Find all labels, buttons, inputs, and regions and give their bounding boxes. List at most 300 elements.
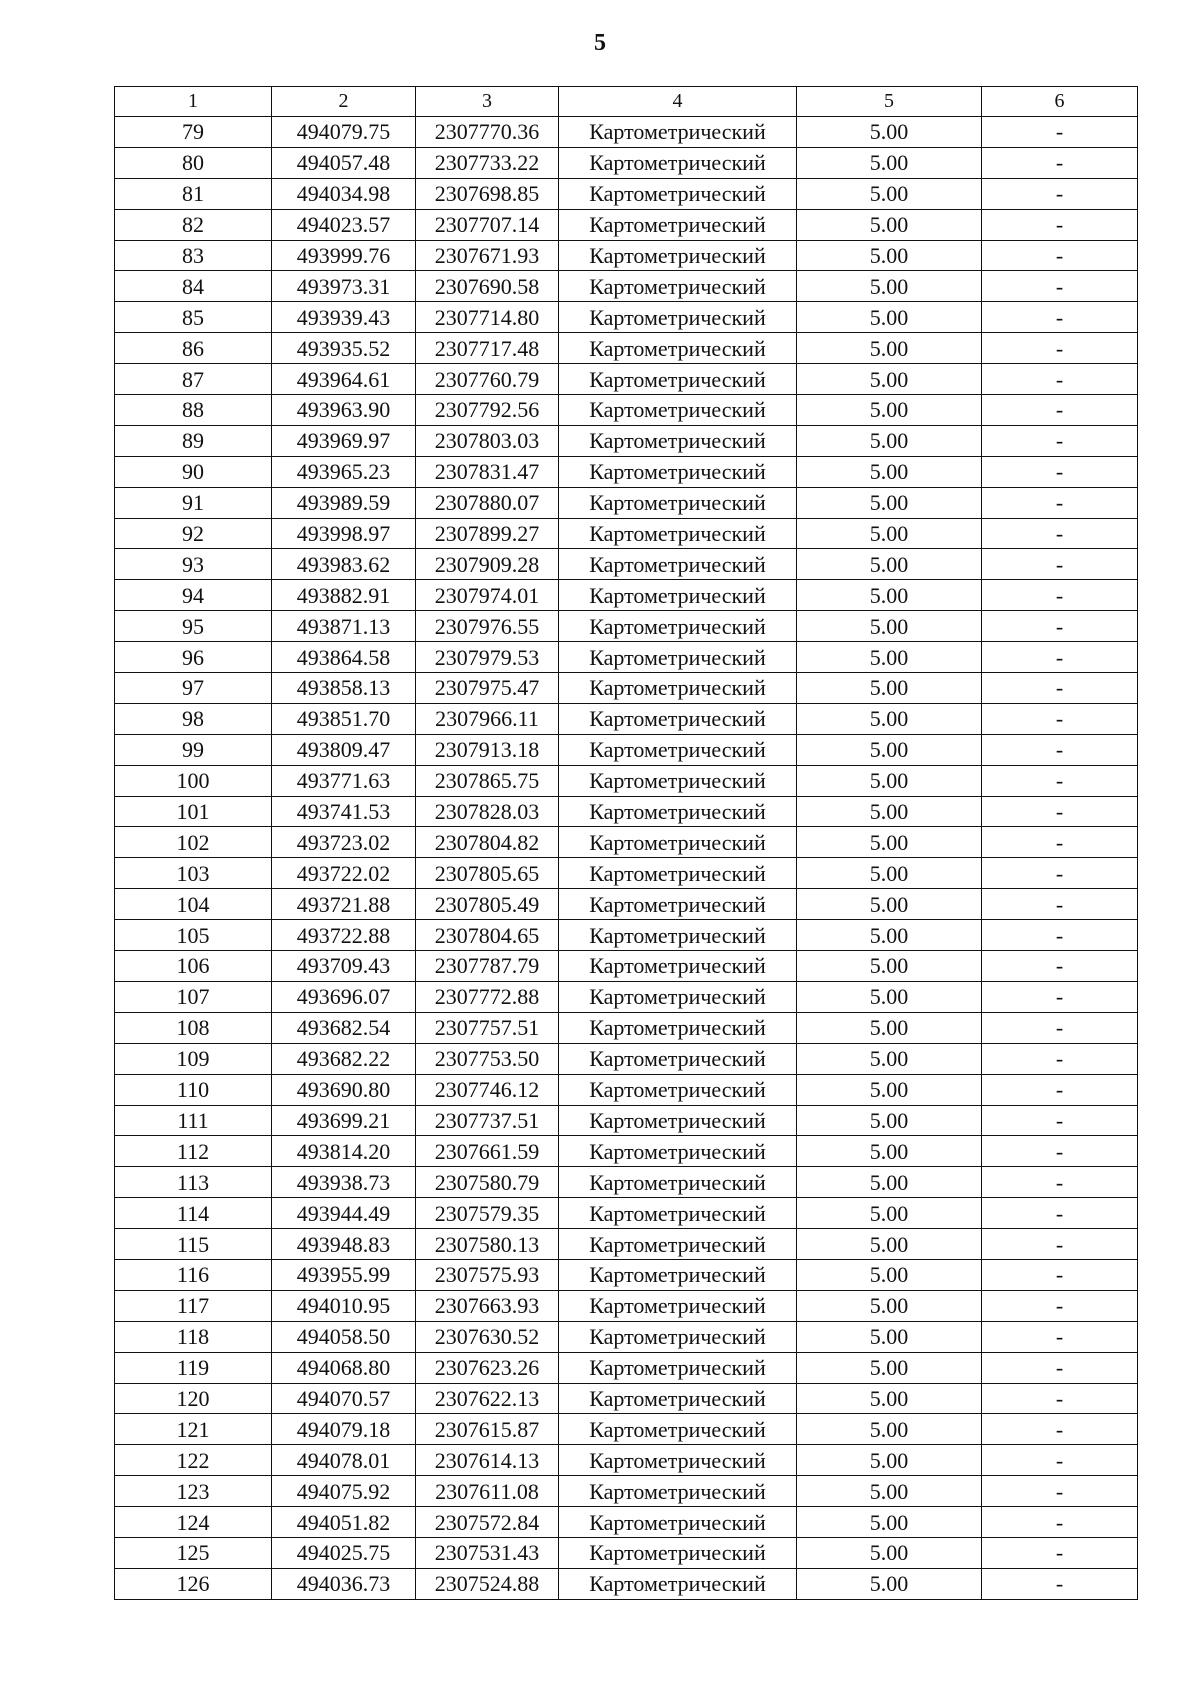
table-row [115,889,1138,920]
table-row [115,611,1138,642]
method-cell: Картометрический [559,1105,797,1136]
y-coordinate-cell: 2307623.26 [416,1352,559,1383]
description-cell: - [982,703,1138,734]
y-coordinate-cell: 2307630.52 [416,1321,559,1352]
point-number-cell: 125 [115,1537,272,1568]
accuracy-cell: 5.00 [797,518,982,549]
method-cell: Картометрический [559,117,797,148]
point-number-cell: 113 [115,1167,272,1198]
y-coordinate-cell: 2307707.14 [416,209,559,240]
x-coordinate-cell: 494057.48 [272,147,416,178]
point-number-cell: 94 [115,580,272,611]
x-coordinate-cell: 493871.13 [272,611,416,642]
x-coordinate-cell: 493699.21 [272,1105,416,1136]
accuracy-cell: 5.00 [797,1568,982,1599]
x-coordinate-cell: 493722.02 [272,858,416,889]
point-number-cell: 89 [115,425,272,456]
point-number-cell: 103 [115,858,272,889]
accuracy-cell: 5.00 [797,240,982,271]
point-number-cell: 90 [115,456,272,487]
method-cell: Картометрический [559,734,797,765]
x-coordinate-cell: 493939.43 [272,302,416,333]
point-number-cell: 80 [115,147,272,178]
table-row [115,1043,1138,1074]
accuracy-cell: 5.00 [797,1198,982,1229]
y-coordinate-cell: 2307663.93 [416,1290,559,1321]
point-number-cell: 96 [115,642,272,673]
y-coordinate-cell: 2307805.49 [416,889,559,920]
x-coordinate-cell: 493983.62 [272,549,416,580]
method-cell: Картометрический [559,1012,797,1043]
table-row [115,549,1138,580]
description-cell: - [982,302,1138,333]
method-cell: Картометрический [559,1198,797,1229]
x-coordinate-cell: 494078.01 [272,1445,416,1476]
description-cell: - [982,889,1138,920]
point-number-cell: 84 [115,271,272,302]
table-row [115,1259,1138,1290]
table-row [115,827,1138,858]
method-cell: Картометрический [559,1507,797,1538]
table-row [115,1476,1138,1507]
method-cell: Картометрический [559,1136,797,1167]
page-number: 5 [594,30,606,56]
x-coordinate-cell: 493809.47 [272,734,416,765]
y-coordinate-cell: 2307622.13 [416,1383,559,1414]
description-cell: - [982,549,1138,580]
method-cell: Картометрический [559,951,797,982]
point-number-cell: 106 [115,951,272,982]
point-number-cell: 102 [115,827,272,858]
x-coordinate-cell: 493723.02 [272,827,416,858]
accuracy-cell: 5.00 [797,271,982,302]
x-coordinate-cell: 494070.57 [272,1383,416,1414]
table-row [115,1537,1138,1568]
accuracy-cell: 5.00 [797,981,982,1012]
table-row [115,920,1138,951]
y-coordinate-cell: 2307575.93 [416,1259,559,1290]
table-row [115,642,1138,673]
description-cell: - [982,271,1138,302]
accuracy-cell: 5.00 [797,117,982,148]
y-coordinate-cell: 2307757.51 [416,1012,559,1043]
point-number-cell: 119 [115,1352,272,1383]
x-coordinate-cell: 493741.53 [272,796,416,827]
y-coordinate-cell: 2307831.47 [416,456,559,487]
description-cell: - [982,673,1138,704]
description-cell: - [982,178,1138,209]
y-coordinate-cell: 2307615.87 [416,1414,559,1445]
y-coordinate-cell: 2307770.36 [416,117,559,148]
accuracy-cell: 5.00 [797,1074,982,1105]
method-cell: Картометрический [559,827,797,858]
x-coordinate-cell: 493938.73 [272,1167,416,1198]
accuracy-cell: 5.00 [797,611,982,642]
point-number-cell: 126 [115,1568,272,1599]
accuracy-cell: 5.00 [797,364,982,395]
x-coordinate-cell: 494025.75 [272,1537,416,1568]
description-cell: - [982,1568,1138,1599]
point-number-cell: 100 [115,765,272,796]
y-coordinate-cell: 2307913.18 [416,734,559,765]
table-row [115,673,1138,704]
point-number-cell: 86 [115,333,272,364]
table-header-row [115,87,1138,117]
table-row [115,117,1138,148]
y-coordinate-cell: 2307579.35 [416,1198,559,1229]
accuracy-cell: 5.00 [797,1507,982,1538]
method-cell: Картометрический [559,642,797,673]
point-number-cell: 83 [115,240,272,271]
y-coordinate-cell: 2307880.07 [416,487,559,518]
description-cell: - [982,920,1138,951]
description-cell: - [982,1445,1138,1476]
accuracy-cell: 5.00 [797,1321,982,1352]
accuracy-cell: 5.00 [797,395,982,426]
accuracy-cell: 5.00 [797,580,982,611]
accuracy-cell: 5.00 [797,1537,982,1568]
x-coordinate-cell: 493989.59 [272,487,416,518]
point-number-cell: 93 [115,549,272,580]
table-row [115,1229,1138,1260]
description-cell: - [982,1507,1138,1538]
description-cell: - [982,1352,1138,1383]
accuracy-cell: 5.00 [797,1136,982,1167]
x-coordinate-cell: 493722.88 [272,920,416,951]
description-cell: - [982,827,1138,858]
table-row [115,580,1138,611]
accuracy-cell: 5.00 [797,1352,982,1383]
method-cell: Картометрический [559,920,797,951]
point-number-cell: 105 [115,920,272,951]
table-row [115,1198,1138,1229]
accuracy-cell: 5.00 [797,333,982,364]
description-cell: - [982,364,1138,395]
method-cell: Картометрический [559,611,797,642]
accuracy-cell: 5.00 [797,889,982,920]
description-cell: - [982,1383,1138,1414]
y-coordinate-cell: 2307966.11 [416,703,559,734]
accuracy-cell: 5.00 [797,1105,982,1136]
y-coordinate-cell: 2307979.53 [416,642,559,673]
table-row [115,487,1138,518]
method-cell: Картометрический [559,1229,797,1260]
y-coordinate-cell: 2307828.03 [416,796,559,827]
y-coordinate-cell: 2307531.43 [416,1537,559,1568]
y-coordinate-cell: 2307976.55 [416,611,559,642]
x-coordinate-cell: 494079.18 [272,1414,416,1445]
method-cell: Картометрический [559,796,797,827]
header-cell: 5 [797,87,982,117]
accuracy-cell: 5.00 [797,425,982,456]
table-row [115,765,1138,796]
point-number-cell: 107 [115,981,272,1012]
table-row [115,1136,1138,1167]
y-coordinate-cell: 2307753.50 [416,1043,559,1074]
description-cell: - [982,518,1138,549]
x-coordinate-cell: 493964.61 [272,364,416,395]
accuracy-cell: 5.00 [797,765,982,796]
point-number-cell: 101 [115,796,272,827]
header-cell: 2 [272,87,416,117]
y-coordinate-cell: 2307717.48 [416,333,559,364]
method-cell: Картометрический [559,703,797,734]
x-coordinate-cell: 493721.88 [272,889,416,920]
table-row [115,1105,1138,1136]
method-cell: Картометрический [559,549,797,580]
y-coordinate-cell: 2307803.03 [416,425,559,456]
method-cell: Картометрический [559,889,797,920]
accuracy-cell: 5.00 [797,1229,982,1260]
y-coordinate-cell: 2307909.28 [416,549,559,580]
description-cell: - [982,209,1138,240]
x-coordinate-cell: 494058.50 [272,1321,416,1352]
y-coordinate-cell: 2307792.56 [416,395,559,426]
accuracy-cell: 5.00 [797,487,982,518]
description-cell: - [982,1074,1138,1105]
table-row [115,1290,1138,1321]
x-coordinate-cell: 493948.83 [272,1229,416,1260]
method-cell: Картометрический [559,1352,797,1383]
y-coordinate-cell: 2307746.12 [416,1074,559,1105]
point-number-cell: 121 [115,1414,272,1445]
x-coordinate-cell: 493973.31 [272,271,416,302]
table-row [115,1352,1138,1383]
x-coordinate-cell: 494079.75 [272,117,416,148]
y-coordinate-cell: 2307787.79 [416,951,559,982]
accuracy-cell: 5.00 [797,209,982,240]
accuracy-cell: 5.00 [797,1414,982,1445]
method-cell: Картометрический [559,1259,797,1290]
table-body [115,87,1138,1600]
y-coordinate-cell: 2307899.27 [416,518,559,549]
x-coordinate-cell: 494036.73 [272,1568,416,1599]
x-coordinate-cell: 493998.97 [272,518,416,549]
method-cell: Картометрический [559,858,797,889]
y-coordinate-cell: 2307580.13 [416,1229,559,1260]
y-coordinate-cell: 2307572.84 [416,1507,559,1538]
y-coordinate-cell: 2307975.47 [416,673,559,704]
table-row [115,425,1138,456]
point-number-cell: 82 [115,209,272,240]
accuracy-cell: 5.00 [797,1290,982,1321]
y-coordinate-cell: 2307804.65 [416,920,559,951]
table-row [115,1074,1138,1105]
y-coordinate-cell: 2307865.75 [416,765,559,796]
method-cell: Картометрический [559,487,797,518]
method-cell: Картометрический [559,333,797,364]
method-cell: Картометрический [559,1476,797,1507]
x-coordinate-cell: 494075.92 [272,1476,416,1507]
description-cell: - [982,1198,1138,1229]
x-coordinate-cell: 493771.63 [272,765,416,796]
table-row [115,302,1138,333]
accuracy-cell: 5.00 [797,1012,982,1043]
accuracy-cell: 5.00 [797,858,982,889]
header-cell: 6 [982,87,1138,117]
description-cell: - [982,1290,1138,1321]
x-coordinate-cell: 493882.91 [272,580,416,611]
table-row [115,951,1138,982]
description-cell: - [982,611,1138,642]
table-row [115,981,1138,1012]
accuracy-cell: 5.00 [797,734,982,765]
x-coordinate-cell: 494010.95 [272,1290,416,1321]
x-coordinate-cell: 493851.70 [272,703,416,734]
point-number-cell: 120 [115,1383,272,1414]
x-coordinate-cell: 493864.58 [272,642,416,673]
accuracy-cell: 5.00 [797,147,982,178]
method-cell: Картометрический [559,240,797,271]
table-row [115,240,1138,271]
method-cell: Картометрический [559,302,797,333]
y-coordinate-cell: 2307690.58 [416,271,559,302]
accuracy-cell: 5.00 [797,1476,982,1507]
y-coordinate-cell: 2307580.79 [416,1167,559,1198]
method-cell: Картометрический [559,209,797,240]
y-coordinate-cell: 2307614.13 [416,1445,559,1476]
x-coordinate-cell: 493709.43 [272,951,416,982]
accuracy-cell: 5.00 [797,1259,982,1290]
method-cell: Картометрический [559,1167,797,1198]
y-coordinate-cell: 2307524.88 [416,1568,559,1599]
point-number-cell: 122 [115,1445,272,1476]
description-cell: - [982,487,1138,518]
point-number-cell: 115 [115,1229,272,1260]
y-coordinate-cell: 2307611.08 [416,1476,559,1507]
description-cell: - [982,1043,1138,1074]
method-cell: Картометрический [559,178,797,209]
header-cell: 1 [115,87,272,117]
point-number-cell: 87 [115,364,272,395]
description-cell: - [982,1136,1138,1167]
table-row [115,703,1138,734]
x-coordinate-cell: 493944.49 [272,1198,416,1229]
y-coordinate-cell: 2307737.51 [416,1105,559,1136]
x-coordinate-cell: 493696.07 [272,981,416,1012]
y-coordinate-cell: 2307772.88 [416,981,559,1012]
point-number-cell: 79 [115,117,272,148]
x-coordinate-cell: 493999.76 [272,240,416,271]
y-coordinate-cell: 2307671.93 [416,240,559,271]
table-row [115,147,1138,178]
table-row [115,1012,1138,1043]
accuracy-cell: 5.00 [797,703,982,734]
coordinates-table [114,86,1138,1600]
method-cell: Картометрический [559,364,797,395]
accuracy-cell: 5.00 [797,920,982,951]
x-coordinate-cell: 494068.80 [272,1352,416,1383]
point-number-cell: 110 [115,1074,272,1105]
method-cell: Картометрический [559,981,797,1012]
table-row [115,858,1138,889]
description-cell: - [982,1414,1138,1445]
table-row [115,518,1138,549]
table-row [115,1568,1138,1599]
method-cell: Картометрический [559,1321,797,1352]
point-number-cell: 124 [115,1507,272,1538]
point-number-cell: 88 [115,395,272,426]
accuracy-cell: 5.00 [797,302,982,333]
description-cell: - [982,1105,1138,1136]
accuracy-cell: 5.00 [797,796,982,827]
method-cell: Картометрический [559,1537,797,1568]
description-cell: - [982,951,1138,982]
description-cell: - [982,1229,1138,1260]
point-number-cell: 92 [115,518,272,549]
method-cell: Картометрический [559,580,797,611]
description-cell: - [982,765,1138,796]
x-coordinate-cell: 493969.97 [272,425,416,456]
header-cell: 3 [416,87,559,117]
method-cell: Картометрический [559,425,797,456]
table-row [115,796,1138,827]
header-cell: 4 [559,87,797,117]
x-coordinate-cell: 493963.90 [272,395,416,426]
point-number-cell: 98 [115,703,272,734]
y-coordinate-cell: 2307974.01 [416,580,559,611]
y-coordinate-cell: 2307760.79 [416,364,559,395]
description-cell: - [982,147,1138,178]
y-coordinate-cell: 2307714.80 [416,302,559,333]
description-cell: - [982,642,1138,673]
point-number-cell: 91 [115,487,272,518]
method-cell: Картометрический [559,271,797,302]
method-cell: Картометрический [559,1383,797,1414]
x-coordinate-cell: 493858.13 [272,673,416,704]
method-cell: Картометрический [559,1074,797,1105]
y-coordinate-cell: 2307661.59 [416,1136,559,1167]
description-cell: - [982,1167,1138,1198]
description-cell: - [982,734,1138,765]
method-cell: Картометрический [559,1568,797,1599]
method-cell: Картометрический [559,1290,797,1321]
accuracy-cell: 5.00 [797,178,982,209]
y-coordinate-cell: 2307733.22 [416,147,559,178]
method-cell: Картометрический [559,456,797,487]
accuracy-cell: 5.00 [797,1383,982,1414]
table-row [115,1321,1138,1352]
description-cell: - [982,580,1138,611]
point-number-cell: 108 [115,1012,272,1043]
accuracy-cell: 5.00 [797,673,982,704]
x-coordinate-cell: 493965.23 [272,456,416,487]
x-coordinate-cell: 493682.22 [272,1043,416,1074]
point-number-cell: 95 [115,611,272,642]
method-cell: Картометрический [559,147,797,178]
table-row [115,1414,1138,1445]
y-coordinate-cell: 2307804.82 [416,827,559,858]
table-row [115,333,1138,364]
accuracy-cell: 5.00 [797,1167,982,1198]
point-number-cell: 97 [115,673,272,704]
point-number-cell: 123 [115,1476,272,1507]
x-coordinate-cell: 494034.98 [272,178,416,209]
method-cell: Картометрический [559,1445,797,1476]
method-cell: Картометрический [559,673,797,704]
table-row [115,456,1138,487]
point-number-cell: 81 [115,178,272,209]
point-number-cell: 114 [115,1198,272,1229]
x-coordinate-cell: 493814.20 [272,1136,416,1167]
description-cell: - [982,425,1138,456]
x-coordinate-cell: 494023.57 [272,209,416,240]
x-coordinate-cell: 494051.82 [272,1507,416,1538]
table-row [115,395,1138,426]
accuracy-cell: 5.00 [797,827,982,858]
point-number-cell: 109 [115,1043,272,1074]
description-cell: - [982,858,1138,889]
